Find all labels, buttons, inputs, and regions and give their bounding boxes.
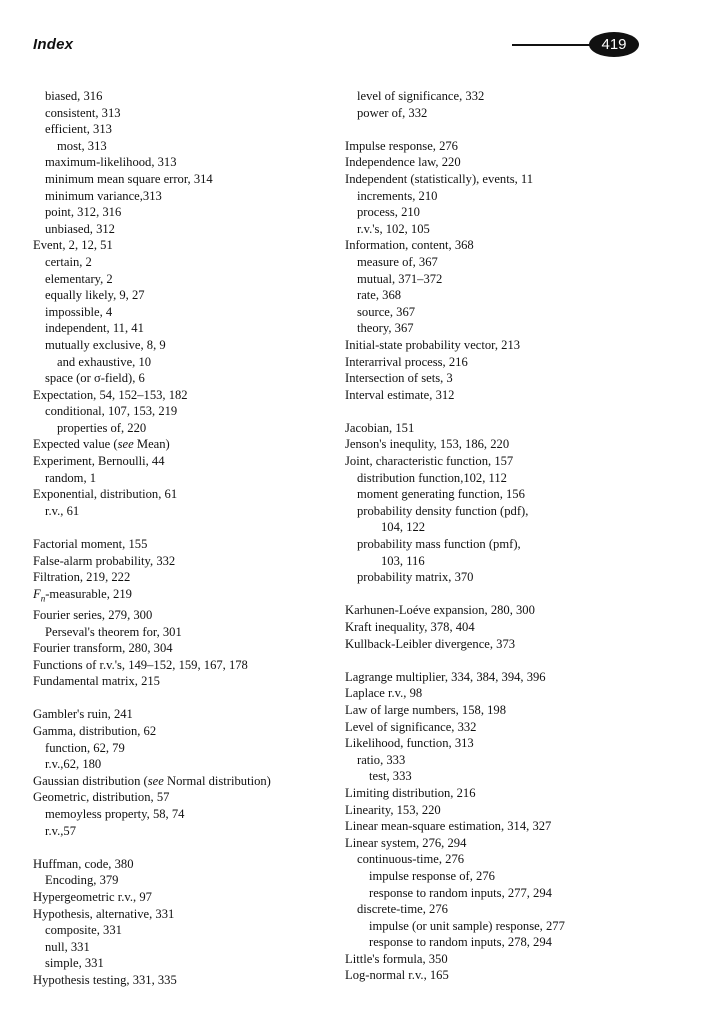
index-subentry: Encoding, 379 — [45, 873, 119, 888]
index-subentry: and exhaustive, 10 — [57, 354, 152, 369]
index-subentry: consistent, 313 — [45, 105, 121, 120]
page-number-badge: 419 — [589, 32, 639, 57]
index-entry: Independence law, 220 — [345, 155, 461, 170]
index-entry: Hypothesis testing, 331, 335 — [33, 972, 177, 987]
index-subentry: rate, 368 — [357, 288, 402, 303]
index-subentry: memoyless property, 58, 74 — [45, 807, 185, 822]
index-entry: Exponential, distribution, 61 — [33, 487, 178, 502]
index-subentry: null, 331 — [45, 939, 90, 954]
index-entry: Filtration, 219, 222 — [33, 570, 131, 585]
index-subentry: 103, 116 — [381, 553, 425, 568]
entry-gap — [33, 839, 353, 856]
index-entry: Information, content, 368 — [345, 238, 474, 253]
index-entry: Little's formula, 350 — [345, 951, 448, 966]
index-entry: Gaussian distribution (see Normal distribution) — [33, 773, 271, 788]
index-entry: Limiting distribution, 216 — [345, 785, 476, 800]
index-entry: Interarrival process, 216 — [345, 354, 468, 369]
entry-gap — [345, 121, 685, 138]
index-entry: Initial-state probability vector, 213 — [345, 337, 521, 352]
index-subentry: increments, 210 — [357, 188, 438, 203]
index-entry: Event, 2, 12, 51 — [33, 238, 113, 253]
index-entry: Lagrange multiplier, 334, 384, 394, 396 — [345, 669, 546, 684]
index-entry: Fourier series, 279, 300 — [33, 607, 153, 622]
index-subentry: r.v., 61 — [45, 503, 80, 518]
index-subentry: continuous-time, 276 — [357, 852, 465, 867]
index-subentry: r.v.,57 — [45, 823, 77, 838]
index-entry: Linearity, 153, 220 — [345, 802, 441, 817]
index-subentry: efficient, 313 — [45, 122, 112, 137]
index-entry: Kullback-Leibler divergence, 373 — [345, 636, 516, 651]
index-subentry: probability matrix, 370 — [357, 570, 474, 585]
index-subentry: power of, 332 — [357, 105, 428, 120]
index-subentry: impulse (or unit sample) response, 277 — [369, 918, 565, 933]
index-subentry: r.v.,62, 180 — [45, 757, 102, 772]
index-entry: Huffman, code, 380 — [33, 856, 134, 871]
page-header-title: Index — [33, 36, 74, 53]
index-entry: Hypergeometric r.v., 97 — [33, 890, 152, 905]
index-entry: Laplace r.v., 98 — [345, 686, 423, 701]
index-entry: Experiment, Bernoulli, 44 — [33, 454, 165, 469]
index-subentry: process, 210 — [357, 205, 420, 220]
index-entry: Jacobian, 151 — [345, 420, 415, 435]
index-subentry: mutually exclusive, 8, 9 — [45, 337, 166, 352]
index-subentry: composite, 331 — [45, 923, 122, 938]
index-entry: Law of large numbers, 158, 198 — [345, 702, 507, 717]
index-entry: Gambler's ruin, 241 — [33, 707, 133, 722]
index-subentry: elementary, 2 — [45, 271, 113, 286]
index-subentry: 104, 122 — [381, 520, 426, 535]
index-entry: Independent (statistically), events, 11 — [345, 171, 534, 186]
index-entry: Fundamental matrix, 215 — [33, 674, 160, 689]
index-column-right — [345, 88, 685, 984]
index-subentry: properties of, 220 — [57, 420, 147, 435]
entry-gap — [33, 519, 353, 536]
index-subentry: simple, 331 — [45, 956, 104, 971]
index-entry: Level of significance, 332 — [345, 719, 477, 734]
index-entry: Kraft inequality, 378, 404 — [345, 620, 475, 634]
index-entry: Intersection of sets, 3 — [345, 371, 453, 386]
entry-gap — [345, 652, 685, 669]
index-entry: $F_n$-measurable, 219 — [33, 586, 132, 604]
index-subentry: distribution function,102, 112 — [357, 470, 507, 485]
entry-gap — [33, 690, 353, 707]
index-subentry: response to random inputs, 278, 294 — [369, 935, 552, 950]
index-subentry: impulse response of, 276 — [369, 868, 495, 883]
index-entry: Fourier transform, 280, 304 — [33, 641, 173, 656]
index-entry: Impulse response, 276 — [345, 138, 458, 153]
index-entry: Likelihood, function, 313 — [345, 736, 474, 751]
index-subentry: Perseval's theorem for, 301 — [45, 624, 182, 639]
index-subentry: theory, 367 — [357, 321, 414, 336]
index-subentry: certain, 2 — [45, 254, 92, 269]
index-subentry: function, 62, 79 — [45, 740, 125, 755]
index-subentry: discrete-time, 276 — [357, 902, 448, 917]
index-subentry: probability density function (pdf), — [357, 503, 529, 518]
index-subentry: biased, 316 — [45, 89, 103, 103]
index-entry: Geometric, distribution, 57 — [33, 790, 170, 805]
entry-gap — [345, 403, 685, 420]
index-subentry: level of significance, 332 — [357, 89, 485, 103]
index-subentry: independent, 11, 41 — [45, 321, 144, 336]
index-subentry: conditional, 107, 153, 219 — [45, 404, 178, 419]
index-subentry: equally likely, 9, 27 — [45, 288, 145, 303]
index-entry: Linear mean-square estimation, 314, 327 — [345, 819, 552, 834]
index-subentry: probability mass function (pmf), — [357, 537, 521, 552]
index-subentry: point, 312, 316 — [45, 205, 122, 220]
index-entry: Log-normal r.v., 165 — [345, 968, 449, 983]
index-entry: Factorial moment, 155 — [33, 537, 148, 552]
index-entry: Expected value (see Mean) — [33, 437, 170, 452]
index-subentry: response to random inputs, 277, 294 — [369, 885, 552, 900]
index-entry: Linear system, 276, 294 — [345, 835, 467, 850]
index-entry: Jenson's inequlity, 153, 186, 220 — [345, 437, 510, 452]
header-rule — [512, 44, 592, 46]
index-entry: Gamma, distribution, 62 — [33, 724, 157, 739]
index-subentry: measure of, 367 — [357, 254, 438, 269]
index-subentry: source, 367 — [357, 304, 416, 319]
index-subentry: moment generating function, 156 — [357, 487, 525, 502]
entry-gap — [345, 586, 685, 603]
index-subentry: random, 1 — [45, 470, 97, 485]
index-entry: Functions of r.v.'s, 149–152, 159, 167, 178 — [33, 657, 248, 672]
index-entry: False-alarm probability, 332 — [33, 553, 176, 568]
index-subentry: minimum variance,313 — [45, 188, 162, 203]
index-entry: Expectation, 54, 152–153, 182 — [33, 387, 188, 402]
index-entry: Joint, characteristic function, 157 — [345, 454, 514, 469]
index-subentry: mutual, 371–372 — [357, 271, 443, 286]
index-subentry: unbiased, 312 — [45, 221, 115, 236]
index-subentry: maximum-likelihood, 313 — [45, 155, 177, 170]
index-subentry: test, 333 — [369, 769, 412, 784]
index-subentry: most, 313 — [57, 138, 107, 153]
index-column-left — [33, 88, 353, 989]
index-subentry: minimum mean square error, 314 — [45, 171, 213, 186]
index-entry: Hypothesis, alternative, 331 — [33, 906, 175, 921]
index-subentry: ratio, 333 — [357, 752, 406, 767]
index-entry: Karhunen-Loéve expansion, 280, 300 — [345, 603, 535, 618]
index-entry: Interval estimate, 312 — [345, 387, 455, 402]
index-subentry: space (or σ-field), 6 — [45, 371, 145, 386]
index-subentry: impossible, 4 — [45, 304, 113, 319]
index-subentry: r.v.'s, 102, 105 — [357, 221, 430, 236]
